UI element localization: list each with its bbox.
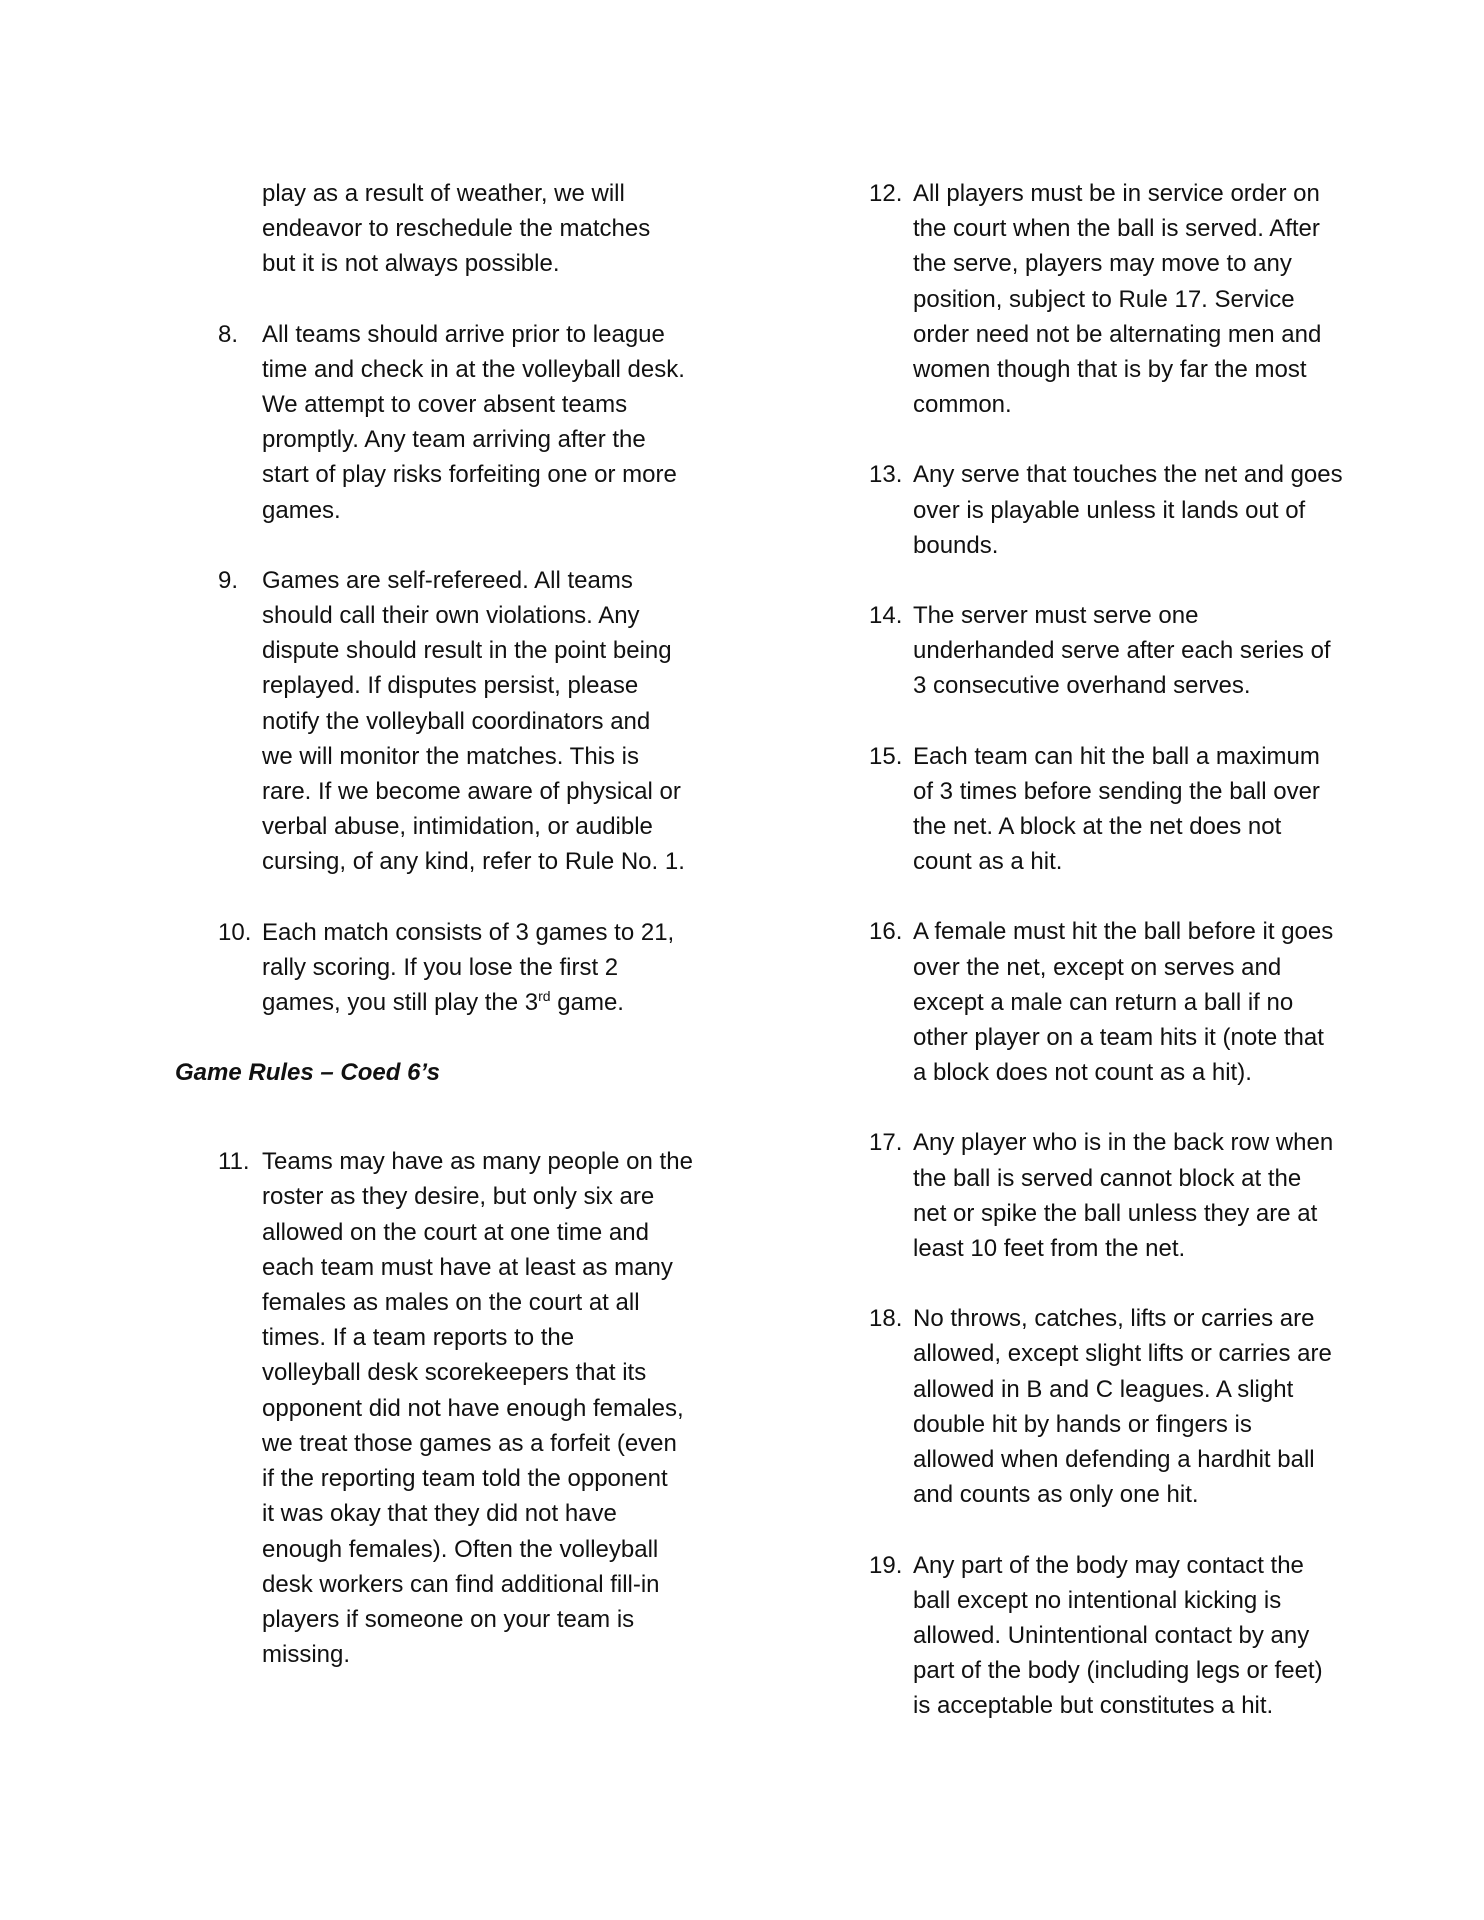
text-line: notify the volleyball coordinators and: [262, 707, 651, 735]
text-line: over the net, except on serves and: [913, 953, 1282, 981]
text-line: allowed on the court at one time and: [262, 1218, 649, 1246]
text-line: is acceptable but constitutes a hit.: [913, 1692, 1274, 1720]
text-line: and counts as only one hit.: [913, 1481, 1199, 1509]
rule-8: [175, 317, 735, 528]
text-line: part of the body (including legs or feet): [913, 1657, 1323, 1685]
text-line: a block does not count as a hit).: [913, 1059, 1252, 1087]
text-line: No throws, catches, lifts or carries are: [913, 1305, 1315, 1333]
rule-text: [913, 1125, 1386, 1266]
text-line: we will monitor the matches. This is: [262, 742, 640, 770]
rule-16: [826, 914, 1386, 1090]
section-heading: Game Rules – Coed 6’s: [175, 1059, 441, 1087]
rule-number: 16.: [869, 918, 903, 946]
text-line: position, subject to Rule 17. Service: [913, 285, 1295, 313]
text-line: the court when the ball is served. After: [913, 215, 1320, 243]
text-line: roster as they desire, but only six are: [262, 1183, 655, 1211]
text-line: rare. If we become aware of physical or: [262, 778, 681, 806]
text-line: order need not be alternating men and: [913, 320, 1322, 348]
text-line: play as a result of weather, we will: [262, 180, 625, 207]
text-line: volleyball desk scorekeepers that its: [262, 1359, 647, 1387]
text-line: Any player who is in the back row when: [913, 1129, 1334, 1157]
text-line: Each match consists of 3 games to 21,: [262, 918, 675, 946]
text-line: missing.: [262, 1641, 351, 1669]
text-line: All teams should arrive prior to league: [262, 320, 665, 348]
text-line: Each team can hit the ball a maximum: [913, 742, 1320, 770]
text-line: net or spike the ball unless they are at: [913, 1199, 1318, 1227]
text-line: cursing, of any kind, refer to Rule No. 1.: [262, 848, 685, 876]
text-line: double hit by hands or fingers is: [913, 1410, 1252, 1438]
text-line: should call their own violations. Any: [262, 602, 640, 630]
rule-12: [826, 176, 1386, 422]
rule-number: 10.: [218, 918, 252, 946]
rule-number: 14.: [869, 602, 903, 630]
text-line: times. If a team reports to the: [262, 1324, 575, 1352]
rule-text: [913, 457, 1386, 563]
rule-text: [262, 1144, 735, 1672]
rule-text: [913, 1301, 1386, 1512]
text-line: allowed when defending a hardhit ball: [913, 1446, 1315, 1474]
text-line: but it is not always possible.: [262, 250, 560, 278]
rule-number: 18.: [869, 1305, 903, 1333]
text-line: enough females). Often the volleyball: [262, 1535, 659, 1563]
ordinal-superscript: rd: [538, 988, 551, 1005]
right-column: [826, 176, 1386, 1759]
text-fragment: game.: [550, 989, 624, 1017]
text-line: over is playable unless it lands out of: [913, 496, 1306, 524]
rule-text: [913, 739, 1386, 880]
text-line: [262, 985, 735, 1020]
text-line: women though that is by far the most: [913, 356, 1307, 384]
text-line: the net. A block at the net does not: [913, 813, 1282, 841]
text-line: rally scoring. If you lose the first 2: [262, 953, 619, 981]
text-line: Games are self-refereed. All teams: [262, 566, 633, 594]
text-line: allowed in B and C leagues. A slight: [913, 1375, 1294, 1403]
rule-14: [826, 598, 1386, 704]
text-line: count as a hit.: [913, 848, 1063, 876]
text-line: each team must have at least as many: [262, 1253, 673, 1281]
text-line: we treat those games as a forfeit (even: [262, 1429, 677, 1457]
rule-number: 9.: [218, 566, 239, 594]
rule-text: [913, 1548, 1386, 1724]
rule-number: 11.: [218, 1148, 250, 1176]
text-line: if the reporting team told the opponent: [262, 1465, 668, 1493]
text-line: verbal abuse, intimidation, or audible: [262, 813, 653, 841]
text-line: females as males on the court at all: [262, 1289, 640, 1317]
rule-text: [262, 317, 735, 528]
text-line: opponent did not have enough females,: [262, 1394, 684, 1422]
text-line: start of play risks forfeiting one or more: [262, 461, 677, 489]
text-line: allowed, except slight lifts or carries are: [913, 1340, 1332, 1368]
rule-number: 8.: [218, 320, 239, 348]
text-line: promptly. Any team arriving after the: [262, 426, 646, 454]
text-line: ball except no intentional kicking is: [913, 1586, 1282, 1614]
rule-17: [826, 1125, 1386, 1266]
left-column: [175, 176, 735, 1707]
text-line: 3 consecutive overhand serves.: [913, 672, 1251, 700]
text-line: other player on a team hits it (note that: [913, 1024, 1324, 1052]
rule-10: [175, 915, 735, 1021]
rule-number: 17.: [869, 1129, 903, 1157]
rule-19: [826, 1548, 1386, 1724]
text-line: Teams may have as many people on the: [262, 1148, 693, 1176]
text-line: desk workers can find additional fill-in: [262, 1570, 660, 1598]
rule-number: 13.: [869, 461, 903, 489]
text-line: allowed. Unintentional contact by any: [913, 1621, 1310, 1649]
text-line: players if someone on your team is: [262, 1605, 635, 1633]
text-line: endeavor to reschedule the matches: [262, 215, 651, 243]
rule-text: [262, 563, 735, 880]
text-line: A female must hit the ball before it goes: [913, 918, 1334, 946]
text-fragment: games, you still play the 3: [262, 989, 539, 1017]
text-line: games.: [262, 496, 341, 524]
rule-number: 19.: [869, 1551, 903, 1579]
text-line: it was okay that they did not have: [262, 1500, 617, 1528]
rule-9: [175, 563, 735, 880]
rule-11: [175, 1144, 735, 1672]
text-line: underhanded serve after each series of: [913, 637, 1331, 665]
text-line: time and check in at the volleyball desk.: [262, 355, 685, 383]
rule-number: 15.: [869, 742, 903, 770]
rule-text: [913, 176, 1386, 422]
rule-text: [262, 915, 735, 1021]
rule-7-continuation: [175, 176, 735, 282]
text-line: replayed. If disputes persist, please: [262, 672, 639, 700]
rule-18: [826, 1301, 1386, 1512]
text-line: Any serve that touches the net and goes: [913, 461, 1343, 489]
text-line: The server must serve one: [913, 602, 1199, 630]
text-line: bounds.: [913, 531, 999, 559]
rule-13: [826, 457, 1386, 563]
text-line: the ball is served cannot block at the: [913, 1164, 1302, 1192]
rule-15: [826, 739, 1386, 880]
rule-text: [913, 914, 1386, 1090]
text-line: common.: [913, 391, 1012, 419]
text-line: least 10 feet from the net.: [913, 1235, 1186, 1263]
text-line: the serve, players may move to any: [913, 250, 1292, 278]
text-line: except a male can return a ball if no: [913, 988, 1294, 1016]
text-line: dispute should result in the point being: [262, 637, 672, 665]
text-line: All players must be in service order on: [913, 180, 1320, 207]
text-line: Any part of the body may contact the: [913, 1551, 1304, 1579]
rule-number: 12.: [869, 180, 903, 207]
text-line: of 3 times before sending the ball over: [913, 777, 1320, 805]
rule-text: [913, 598, 1386, 704]
text-line: We attempt to cover absent teams: [262, 391, 628, 419]
